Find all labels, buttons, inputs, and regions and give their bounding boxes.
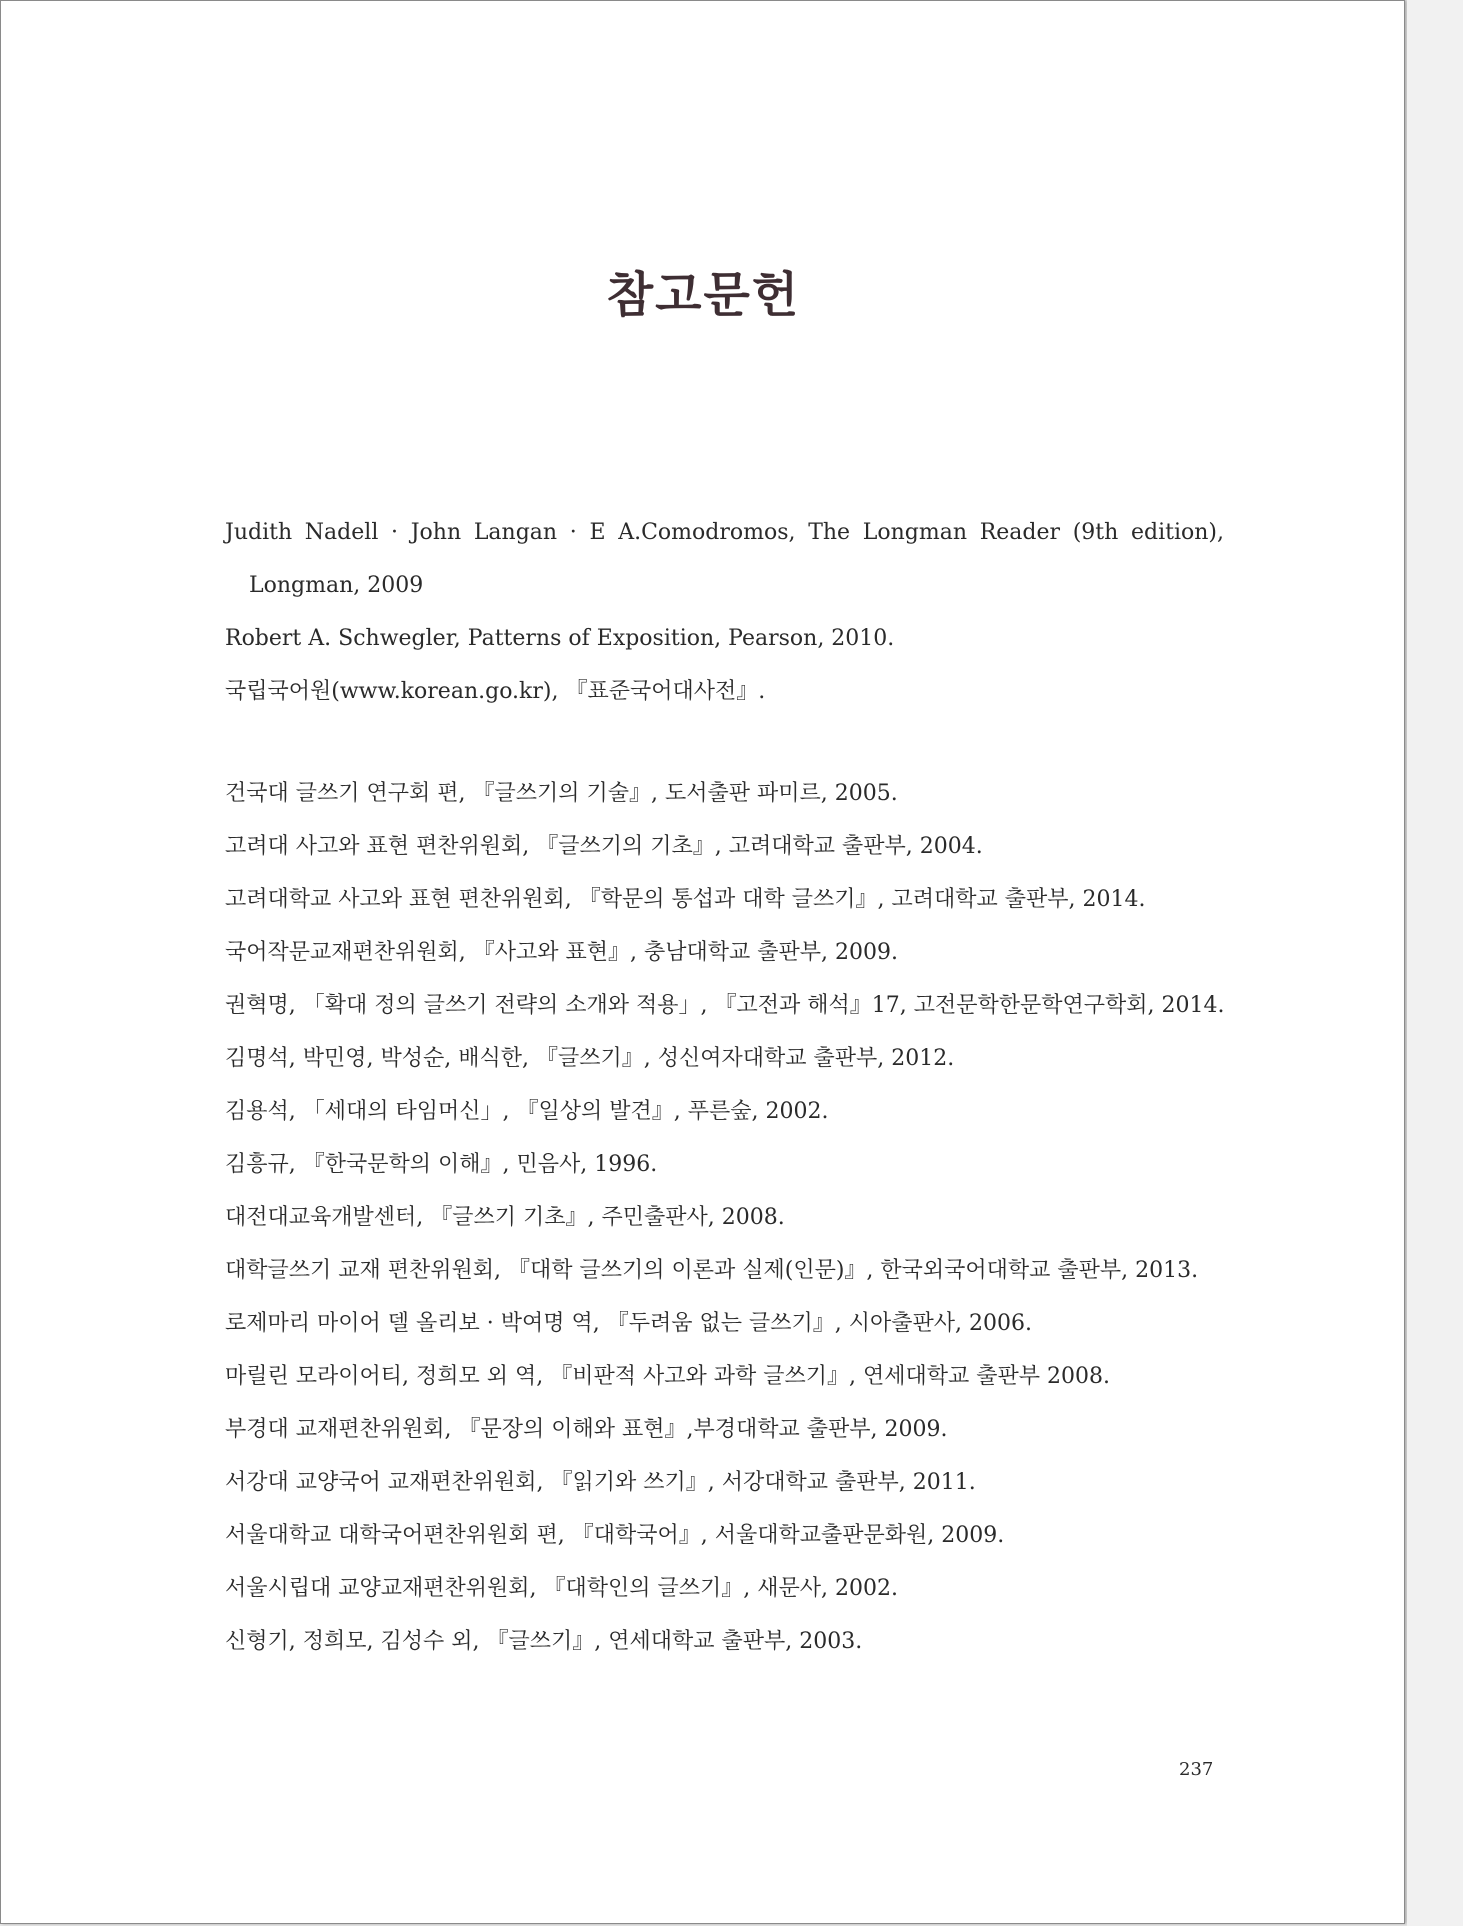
reference-item: Robert A. Schwegler, Patterns of Exposition, Pearson, 2010.	[225, 626, 895, 651]
reference-item: 마릴린 모라이어티, 정희모 외 역, 『비판적 사고와 과학 글쓰기』, 연세대학교 출판부 2008.	[225, 1364, 1110, 1389]
viewer-background-strip	[1407, 0, 1463, 1926]
reference-item: 건국대 글쓰기 연구회 편, 『글쓰기의 기술』, 도서출판 파미르, 2005.	[225, 781, 898, 806]
reference-item: 권혁명, 「확대 정의 글쓰기 전략의 소개와 적용」, 『고전과 해석』17, 고전문학한문학연구학회, 2014.	[225, 993, 1225, 1018]
reference-item: 부경대 교재편찬위원회, 『문장의 이해와 표현』,부경대학교 출판부, 2009.	[225, 1417, 948, 1442]
reference-item: 국어작문교재편찬위원회, 『사고와 표현』, 충남대학교 출판부, 2009.	[225, 940, 898, 965]
reference-item: 김용석, 「세대의 타임머신」, 『일상의 발견』, 푸른숲, 2002.	[225, 1099, 829, 1124]
reference-item: 서울대학교 대학국어편찬위원회 편, 『대학국어』, 서울대학교출판문화원, 2009.	[225, 1523, 1005, 1548]
page-title: 참고문헌	[606, 267, 801, 323]
reference-item: 로제마리 마이어 델 올리보 · 박여명 역, 『두려움 없는 글쓰기』, 시아출판사, 2006.	[225, 1311, 1032, 1336]
page-number: 237	[1179, 1759, 1214, 1780]
reference-item: 대학글쓰기 교재 편찬위원회, 『대학 글쓰기의 이론과 실제(인문)』, 한국외국어대학교 출판부, 2013.	[225, 1258, 1199, 1283]
reference-item: 김명석, 박민영, 박성순, 배식한, 『글쓰기』, 성신여자대학교 출판부, 2012.	[225, 1046, 955, 1071]
reference-item: 고려대학교 사고와 표현 편찬위원회, 『학문의 통섭과 대학 글쓰기』, 고려대학교 출판부, 2014.	[225, 887, 1146, 912]
reference-item: 김흥규, 『한국문학의 이해』, 민음사, 1996.	[225, 1152, 658, 1177]
reference-item: 대전대교육개발센터, 『글쓰기 기초』, 주민출판사, 2008.	[225, 1205, 785, 1230]
reference-item: 고려대 사고와 표현 편찬위원회, 『글쓰기의 기초』, 고려대학교 출판부, 2004.	[225, 834, 983, 859]
reference-list-korean	[225, 767, 1225, 1668]
reference-list-foreign	[225, 506, 1225, 718]
reference-item: Judith Nadell · John Langan · E A.Comodromos, The Longman Reader (9th edition), Longman, 2009	[225, 520, 1224, 598]
reference-item: 서울시립대 교양교재편찬위원회, 『대학인의 글쓰기』, 새문사, 2002.	[225, 1576, 898, 1601]
reference-item: 국립국어원(www.korean.go.kr), 『표준국어대사전』.	[225, 679, 766, 704]
reference-item: 서강대 교양국어 교재편찬위원회, 『읽기와 쓰기』, 서강대학교 출판부, 2011.	[225, 1470, 976, 1495]
reference-item: 신형기, 정희모, 김성수 외, 『글쓰기』, 연세대학교 출판부, 2003.	[225, 1629, 863, 1654]
